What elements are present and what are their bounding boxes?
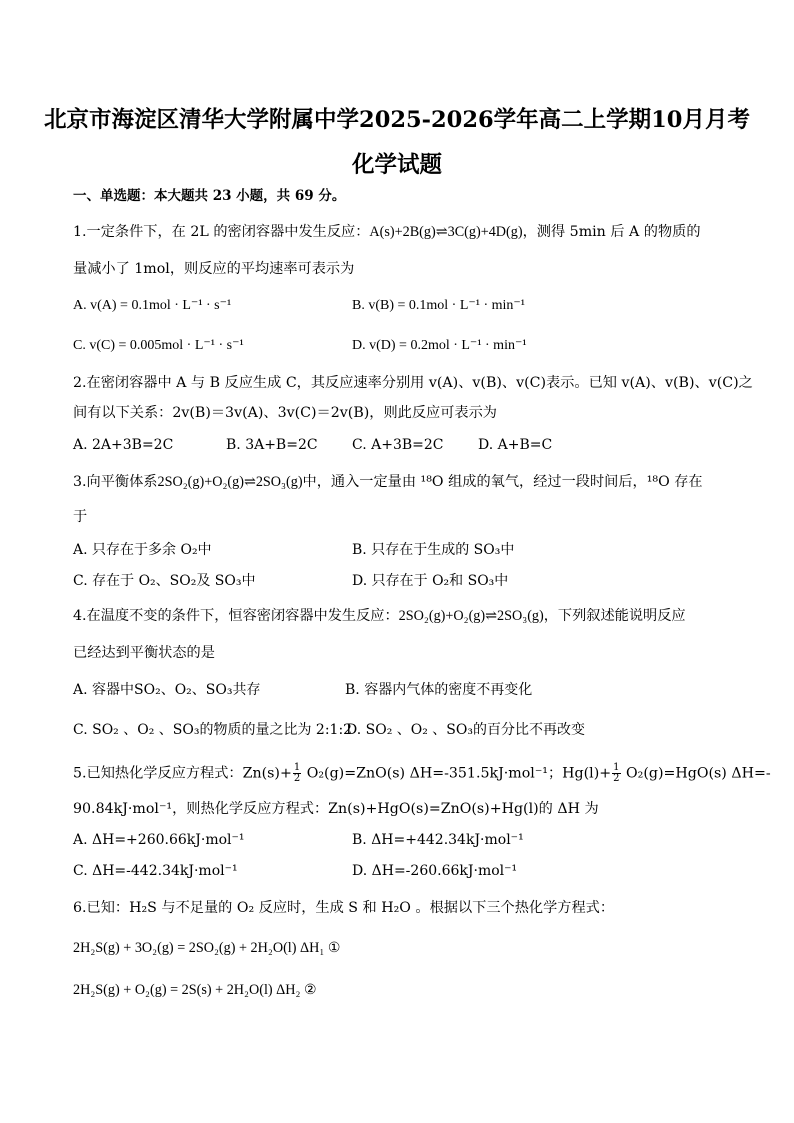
q5-stem-line2: 90.84kJ·mol⁻¹，则热化学反应方程式：Zn(s)+HgO(s)=ZnO(s)+Hg(l)的 ΔH 为 [73, 801, 599, 817]
paper-title-line2: 化学试题 [351, 152, 442, 178]
q4-option-b[interactable]: B. 容器内气体的密度不再变化 [345, 682, 533, 698]
q6-stem: 6.已知：H₂S 与不足量的 O₂ 反应时，生成 S 和 H₂O 。根据以下三个热化学方程式： [73, 900, 615, 916]
q3-stem-a: 3.向平衡体系 [73, 474, 158, 490]
q1-stem-line1 [73, 222, 701, 242]
q2-option-c[interactable]: C. A+3B=2C [352, 437, 444, 453]
q6-equation-1: 2H₂S(g) + 3O₂(g) = 2SO₂(g) + 2H₂O(l) ΔH₁ ① [73, 940, 341, 956]
q1-stem-b: ，测得 5min 后 A 的物质的 [522, 224, 701, 240]
q4-stem-line2: 已经达到平衡状态的是 [73, 645, 215, 661]
q3-stem-line2: 于 [73, 509, 88, 525]
q6-equation-2: 2H₂S(g) + O₂(g) = 2S(s) + 2H₂O(l) ΔH₂ ② [73, 982, 317, 998]
q3-option-a[interactable]: A. 只存在于多余 O₂中 [73, 542, 212, 558]
q5-stem-a3: O₂(g)=HgO(s) ΔH=- [621, 765, 771, 782]
q5-option-b[interactable]: B. ΔH=+442.34kJ·mol⁻¹ [352, 832, 524, 848]
q3-equation: 2SO₂(g)+O₂(g)⇌2SO₃(g) [157, 474, 303, 490]
q3-stem-line1 [73, 472, 703, 492]
half-fraction-2 [612, 763, 620, 784]
q5-option-a[interactable]: A. ΔH=+260.66kJ·mol⁻¹ [73, 832, 245, 848]
half-fraction-1-den: 2 [293, 773, 301, 784]
q3-option-b[interactable]: B. 只存在于生成的 SO₃中 [352, 542, 515, 558]
q2-option-d[interactable]: D. A+B=C [478, 437, 553, 453]
q1-option-d[interactable]: D. v(D) = 0.2mol · L⁻¹ · min⁻¹ [352, 338, 527, 353]
q4-stem-b: ，下列叙述能说明反应 [543, 608, 686, 624]
q2-option-b[interactable]: B. 3A+B=2C [226, 437, 318, 453]
q5-option-c[interactable]: C. ΔH=-442.34kJ·mol⁻¹ [73, 863, 238, 879]
q4-option-a[interactable]: A. 容器中SO₂、O₂、SO₃共存 [73, 682, 261, 698]
q1-stem-a: 1.一定条件下，在 2L 的密闭容器中发生反应： [73, 224, 370, 240]
q5-stem-a2: O₂(g)=ZnO(s) ΔH=-351.5kJ·mol⁻¹；Hg(l)+ [302, 765, 612, 782]
q4-stem-line1 [73, 606, 686, 626]
half-fraction-1-num: 1 [293, 762, 301, 773]
q1-option-c[interactable]: C. v(C) = 0.005mol · L⁻¹ · s⁻¹ [73, 338, 244, 353]
q4-stem-a: 4.在温度不变的条件下，恒容密闭容器中发生反应： [73, 608, 399, 624]
q3-option-c[interactable]: C. 存在于 O₂、SO₂及 SO₃中 [73, 573, 256, 589]
q4-equation: 2SO₂(g)+O₂(g)⇌2SO₃(g) [398, 608, 544, 624]
q5-stem-line1 [73, 763, 771, 784]
q1-equation: A(s)+2B(g)⇌3C(g)+4D(g) [369, 224, 523, 240]
q2-stem-line2: 间有以下关系：2v(B)＝3v(A)、3v(C)＝2v(B)，则此反应可表示为 [73, 405, 497, 421]
section-heading: 一、单选题：本大题共 23 小题，共 69 分。 [73, 188, 346, 204]
q5-stem-a1: 5.已知热化学反应方程式：Zn(s)+ [73, 765, 292, 782]
q2-option-a[interactable]: A. 2A+3B=2C [73, 437, 174, 453]
q2-stem-line1: 2.在密闭容器中 A 与 B 反应生成 C，其反应速率分别用 v(A)、v(B)、v(C)表示。已知 v(A)、v(B)、v(C)之 [73, 375, 753, 391]
q1-option-b[interactable]: B. v(B) = 0.1mol · L⁻¹ · min⁻¹ [352, 298, 526, 313]
q5-option-d[interactable]: D. ΔH=-260.66kJ·mol⁻¹ [352, 863, 518, 879]
q4-option-d[interactable]: D. SO₂ 、O₂ 、SO₃的百分比不再改变 [346, 722, 585, 738]
q1-option-a[interactable]: A. v(A) = 0.1mol · L⁻¹ · s⁻¹ [73, 298, 232, 313]
half-fraction-1 [293, 763, 301, 784]
q4-option-c[interactable]: C. SO₂ 、O₂ 、SO₃的物质的量之比为 2:1:2 [73, 722, 353, 738]
paper-title-line1: 北京市海淀区清华大学附属中学2025-2026学年高二上学期10月月考 [44, 107, 750, 133]
q1-stem-line2: 量减小了 1mol，则反应的平均速率可表示为 [73, 261, 355, 277]
q3-option-d[interactable]: D. 只存在于 O₂和 SO₃中 [352, 573, 509, 589]
half-fraction-2-num: 1 [613, 762, 620, 773]
half-fraction-2-den: 2 [613, 773, 620, 784]
q3-stem-b: 中，通入一定量由 ¹⁸O 组成的氧气，经过一段时间后，¹⁸O 存在 [302, 474, 703, 490]
